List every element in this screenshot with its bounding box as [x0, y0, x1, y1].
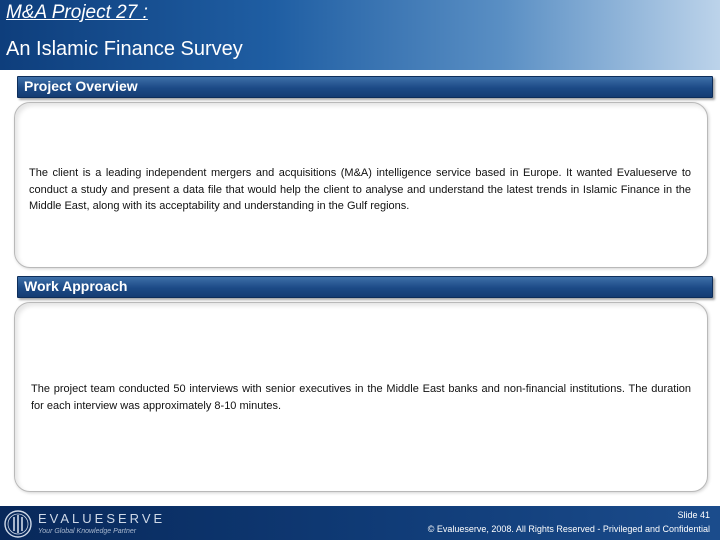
slide-title-line2: An Islamic Finance Survey [6, 38, 243, 60]
section-heading-project-overview [17, 76, 713, 98]
evalueserve-logo-icon [3, 509, 33, 539]
brand-name: EVALUESERVE [38, 511, 166, 526]
brand-tagline: Your Global Knowledge Partner [38, 528, 137, 535]
slide-footer [0, 506, 720, 540]
slide-number: Slide 41 [677, 510, 710, 520]
slide-header [0, 0, 720, 70]
section-heading-label: Project Overview [24, 78, 138, 94]
section-body-text: The client is a leading independent mergers and acquisitions (M&A) intelligence service based in Europe. It wanted Evalueserve to conduct a study and present a data file that would help the client to analyse and understand the latest trends in Islamic Finance in the Middle East, along with its acceptability and understanding in the Gulf regions. [29, 167, 691, 212]
copyright-notice: © Evalueserve, 2008. All Rights Reserved - Privileged and Confidential [427, 524, 710, 534]
section-body-text: The project team conducted 50 interviews with senior executives in the Middle East banks and non-financial institutions. The duration for each interview was approximately 8-10 minutes. [31, 383, 691, 412]
section-panel-work-approach [14, 302, 708, 492]
section-heading-work-approach [17, 276, 713, 298]
section-heading-label: Work Approach [24, 278, 128, 294]
section-panel-project-overview [14, 102, 708, 268]
slide-title-line1: M&A Project 27 : [6, 2, 148, 23]
